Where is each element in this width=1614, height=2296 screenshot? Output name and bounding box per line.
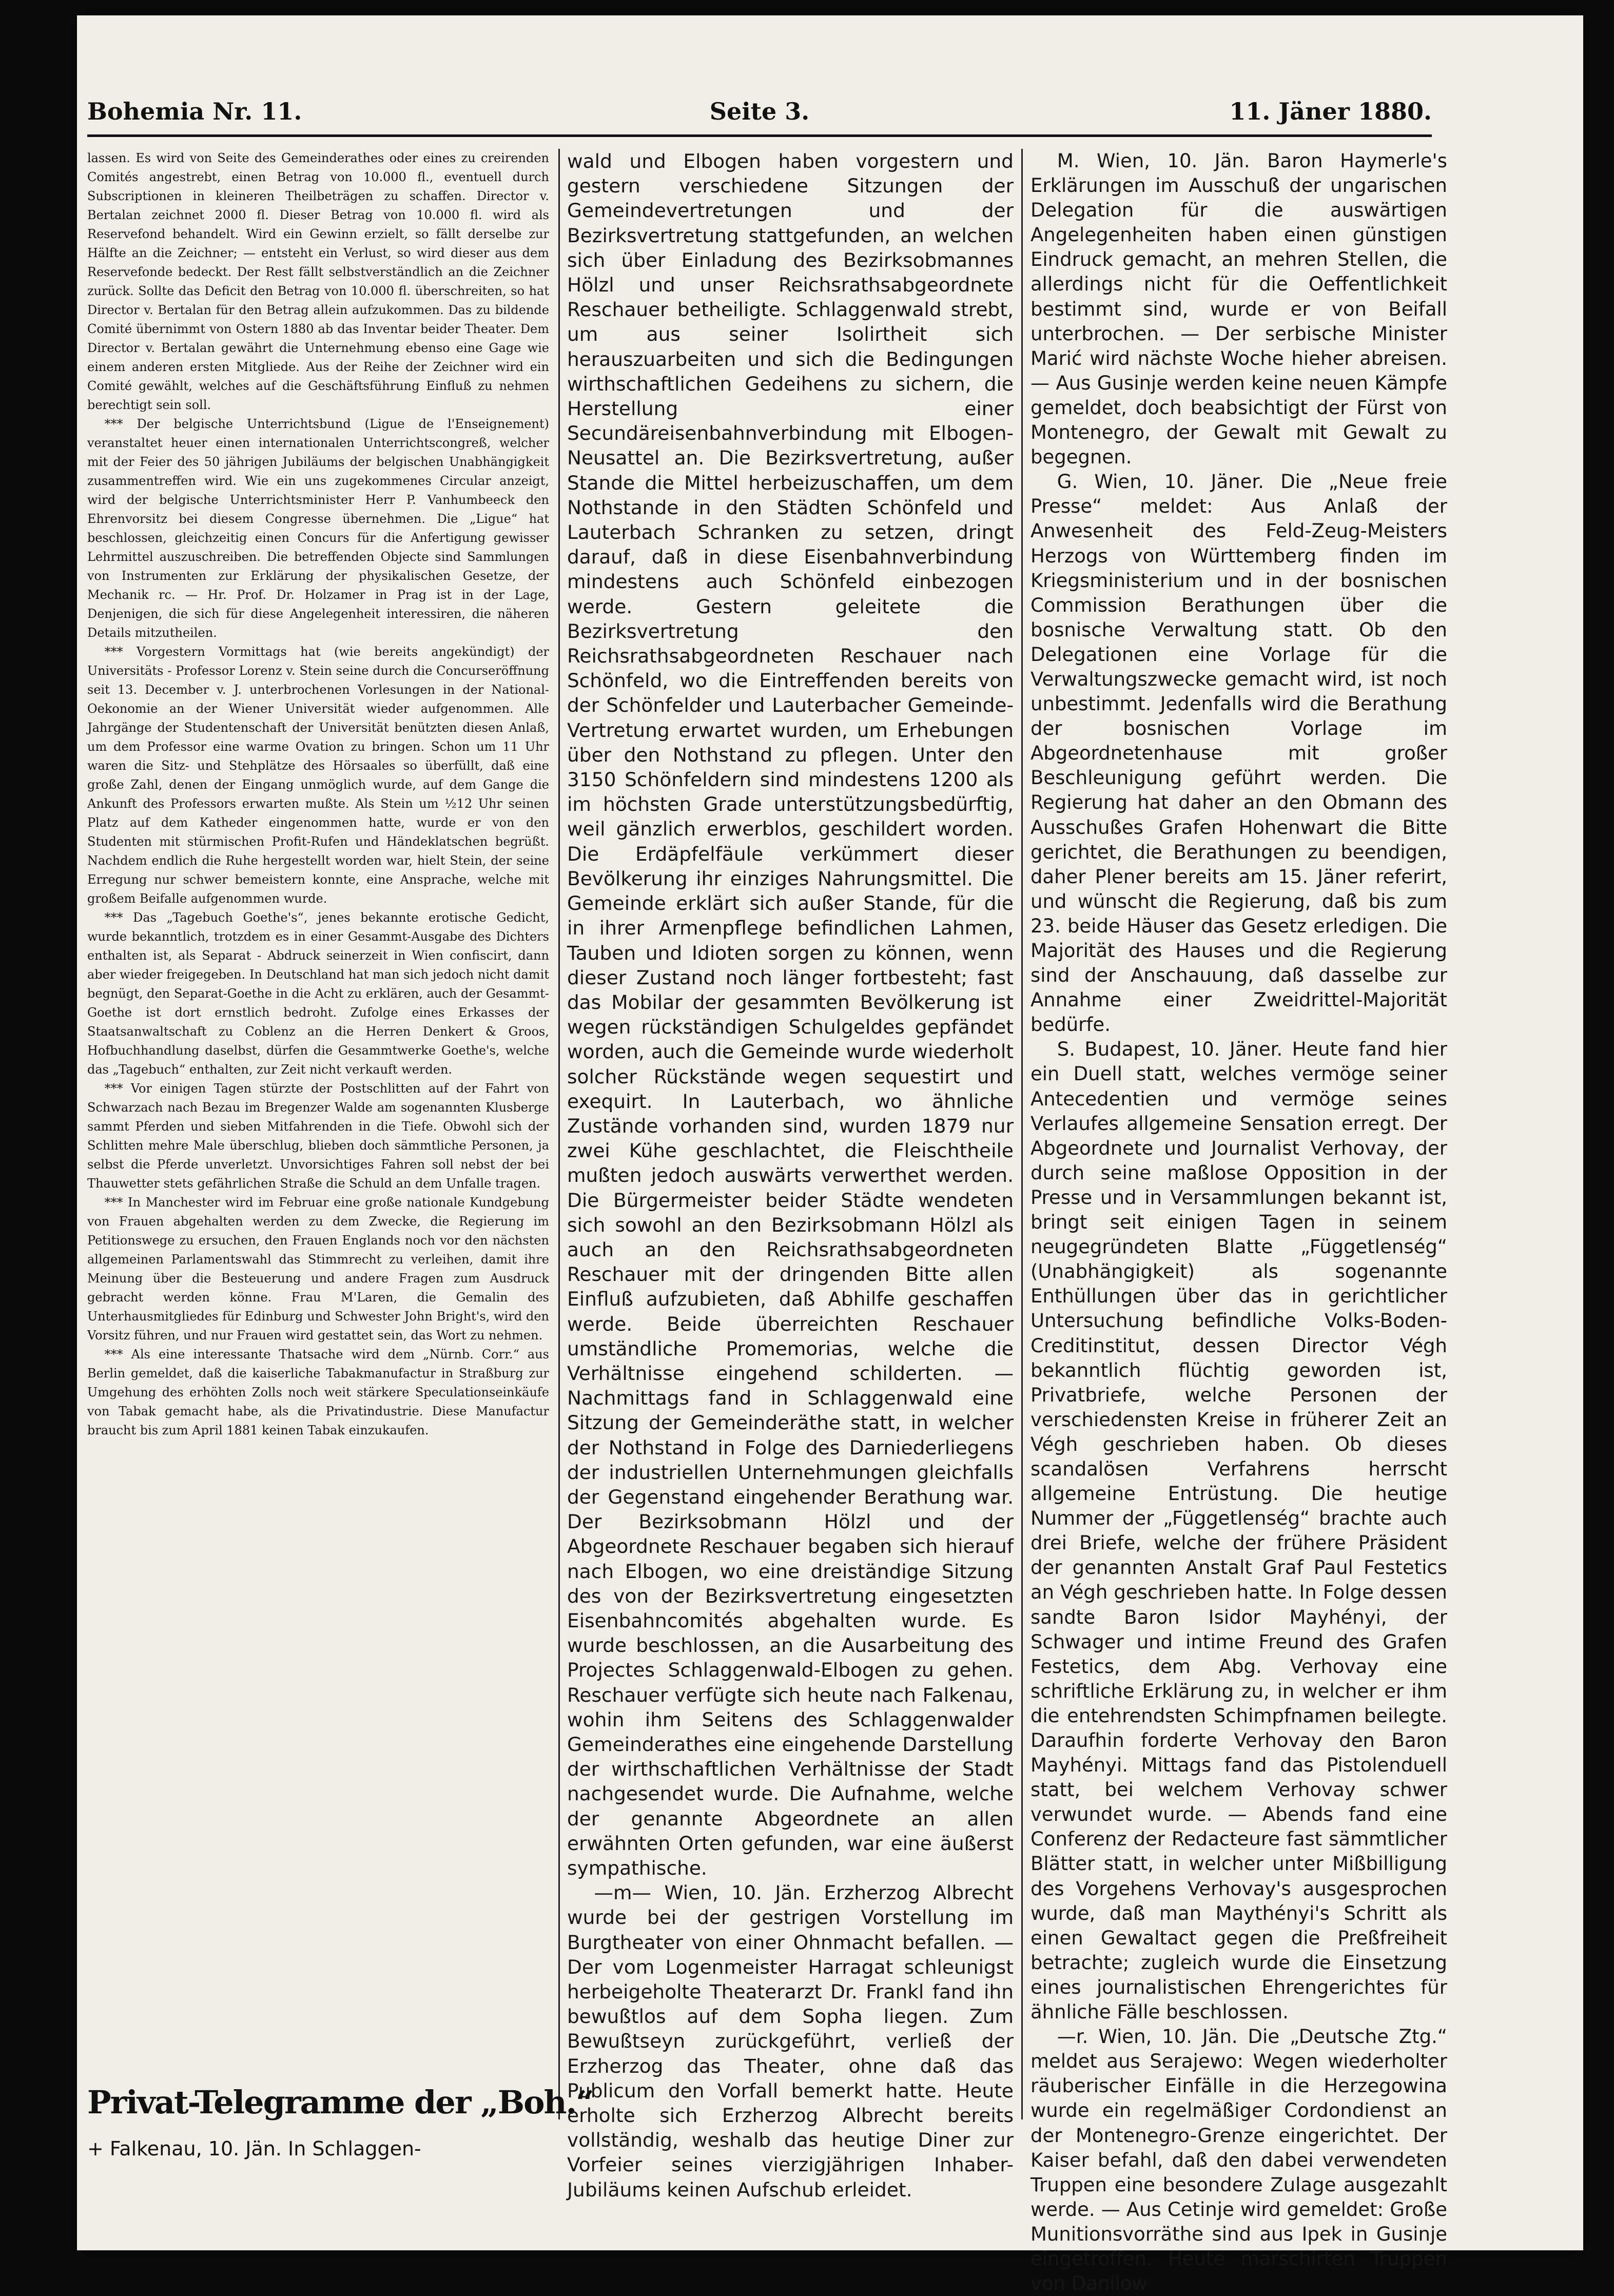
telegram-budapest-duel: S. Budapest, 10. Jäner. Heute fand hier ein Duell statt, welches vermöge seiner Antecedentien und vermöge seines Verlaufes allgemeine Sensation erregt. Der Abgeordnete und Journalist Verhovay, der durch seine maßlose Opposition in der Presse und in Versammlungen bekannt ist, bringt seit einigen Tagen in seinem neugegründeten Blatte „Függetlenség“ (Unabhängigkeit) als sogenannte Enthüllungen über das in gerichtlicher Untersuchung befindliche Volks-Boden-Creditinstitut, dessen Director Végh bekanntlich flüchtig geworden ist, Privatbriefe, welche Personen der verschiedensten Kreise in früherer Zeit an Végh geschrieben haben. Ob dieses scandalösen Verfahrens herrscht allgemeine Entrüstung. Die heutige Nummer der „Függetlenség“ brachte auch drei Briefe, welche der frühere Präsident der genannten Anstalt Graf Paul Festetics an Végh geschrieben hatte. In Folge dessen sandte Baron Isidor Mayhényi, der Schwager und intime Freund des Grafen Festetics, dem Abg. Verhovay eine schriftliche Erklärung zu, in welcher er ihm die entehrendsten Schimpfnamen beilegte. Daraufhin forderte Verhovay den Baron Mayhényi. Mittags fand das Pistolenduell statt, bei welchem Verhovay schwer verwundet wurde. — Abends fand eine Conferenz der Redacteure fast sämmtlicher Blätter statt, in welcher unter Mißbilligung des Vorgehens Verhovay's ausgesprochen wurde, daß man Maythényi's Schritt als einen Gewaltact gegen die Preßfreiheit betrachte; zugleich wurde die Einsetzung eines journalistischen Ehrengerichtes für ähnliche Fälle beschlossen. <box>1030 1038 1447 2023</box>
column-telegrams-1 <box>567 149 1014 2201</box>
article-theater-funding: lassen. Es wird von Seite des Gemeinderathes oder eines zu creirenden Comités angestrebt, einen Betrag von 10.000 fl., eventuell durch Subscriptionen in kleineren Theilbeträgen zu schaffen. Director v. Bertalan zeichnet 2000 fl. Dieser Betrag von 10.000 fl. wird als Reservefond behandelt. Wird ein Gewinn erzielt, so fällt derselbe zur Hälfte an die Zeichner; — entsteht ein Verlust, so wird dieser aus dem Reservefonde bedeckt. Der Rest fällt selbstverständlich an die Zeichner zurück. Sollte das Deficit den Betrag von 10.000 fl. überschreiten, so hat Director v. Bertalan für den Betrag allein aufzukommen. Das zu bildende Comité übernimmt von Ostern 1880 ab das Inventar beider Theater. Dem Director v. Bertalan gewährt die Unternehmung ebenso eine Gage wie einem anderen ersten Mitgliede. Aus der Reihe der Zeichner wird ein Comité gewählt, welches auf die Geschäftsführung Einfluß zu nehmen berechtigt sein soll. <box>87 151 549 412</box>
article-sled-accident: *** Vor einigen Tagen stürzte der Postschlitten auf der Fahrt von Schwarzach nach Bezau im Bregenzer Walde am sogenannten Klusberge sammt Pferden und sieben Mitfahrenden in die Tiefe. Obwohl sich der Schlitten mehre Male überschlug, blieben doch sämmtliche Personen, ja selbst die Pferde unverletzt. Unvorsichtiges Fahren soll nebst der bei Thauwetter stets gefährlichen Straße die Schuld an dem Unfalle tragen. <box>87 1081 549 1191</box>
column-divider <box>558 149 560 2119</box>
masthead-page-number: Seite 3. <box>709 98 810 125</box>
column-local-news <box>87 149 549 2089</box>
article-manchester-women: *** In Manchester wird im Februar eine große nationale Kundgebung von Frauen abgehalten werden zu dem Zwecke, die Regierung im Petitionswege zu ersuchen, den Frauen Englands noch vor den nächsten allgemeinen Parlamentswahl das Stimmrecht zu verleihen, damit ihre Meinung über die Besteuerung und andere Fragen zum Ausdruck gebracht werden könne. Frau M'Laren, die Gemalin des Unterhausmitgliedes für Edinburg und Schwester John Bright's, wird den Vorsitz führen, und nur Frauen wird gestattet sein, das Wort zu nehmen. <box>87 1195 549 1342</box>
telegram-vienna-archduke: —m— Wien, 10. Jän. Erzherzog Albrecht wurde bei der gestrigen Vorstellung im Burgtheater von einer Ohnmacht befallen. — Der vom Logenmeister Harragat schleunigst herbeigeholte Theaterarzt Dr. Frankl fand ihn bewußtlos auf dem Sopha liegen. Zum Bewußtseyn zurückgeführt, verließ der Erzherzog das Theater, ohne daß das Publicum den Vorfall bemerkt hatte. Heute erholte sich Erzherzog Albrecht bereits vollständig, weshalb das heutige Diner zur Vorfeier seines vierzigjährigen Inhaber-Jubiläums keinen Aufschub erleidet. <box>567 1881 1014 2201</box>
telegram-vienna-serajewo: —r. Wien, 10. Jän. Die „Deutsche Ztg.“ meldet aus Serajewo: Wegen wiederholter räuberischer Einfälle in die Herzegowina wurde ein regelmäßiger Cordondienst an der Montenegro-Grenze eingerichtet. Der Kaiser befahl, daß den dabei verwendeten Truppen eine besondere Zulage ausgezahlt werde. — Aus Cetinje wird gemeldet: Große Munitionsvorräthe sind aus Ipek in Gusinje eingetroffen. Heute marschirten Truppen von Danilow <box>1030 2026 1447 2295</box>
masthead-date: 11. Jäner 1880. <box>1229 98 1432 125</box>
column-divider <box>1021 149 1023 2119</box>
telegram-falkenau-body: wald und Elbogen haben vorgestern und gestern verschiedene Sitzungen der Gemeindevertretungen und der Bezirksvertretung stattgefunden, an welchen sich über Einladung des Bezirksobmannes Hölzl und unser Reichsrathsabgeordnete Reschauer betheiligte. Schlaggenwald strebt, um aus seiner Isolirtheit sich herauszuarbeiten und sich die Bedingungen wirthschaftlichen Gedeihens zu sichern, die Herstellung einer Secundäreisenbahnverbindung mit Elbogen-Neusattel an. Die Bezirksvertretung, außer Stande die Mittel herbeizuschaffen, um dem Nothstande in den Städten Schönfeld und Lauterbach Schranken zu setzen, dringt darauf, daß in diese Eisenbahnverbindung mindestens auch Schönfeld einbezogen werde. Gestern geleitete die Bezirksvertretung den Reichsrathsabgeordneten Reschauer nach Schönfeld, wo die Eintreffenden bereits von der Schönfelder und Lauterbacher Gemeinde-Vertretung erwartet wurden, um Erhebungen über den Nothstand zu pflegen. Unter den 3150 Schönfeldern sind mindestens 1200 als im höchsten Grade unterstützungsbedürftig, weil gänzlich erwerblos, geschildert worden. Die Erdäpfelfäule verkümmert dieser Bevölkerung ihr einziges Nahrungsmittel. Die Gemeinde erklärt sich außer Stande, für die in ihrer Armenpflege befindlichen Lahmen, Tauben und Idioten sorgen zu können, wenn dieser Zustand noch länger fortbesteht; fast das Mobilar der gesammten Bevölkerung ist wegen rückständigen Schulgeldes gepfändet worden, auch die Gemeinde wurde wiederholt solcher Rückstände wegen sequestirt und exequirt. In Lauterbach, wo ähnliche Zustände vorhanden sind, wurden 1879 nur zwei Kühe geschlachtet, die Fleischtheile mußten jedoch auswärts verwerthet werden. Die Bürgermeister beider Städte wendeten sich sowohl an den Bezirksobmann Hölzl als auch an den Reichsrathsabgeordneten Reschauer mit der dringenden Bitte allen Einfluß aufzubieten, daß Abhilfe geschaffen werde. Beide überreichten Reschauer umständliche Promemorias, welche die Verhältnisse eingehend schilderten. — Nachmittags fand in Schlaggenwald eine Sitzung der Gemeinderäthe statt, in welcher der Nothstand in Folge des Darniederliegens der industriellen Unternehmungen gleichfalls der Gegenstand eingehender Berathung war. Der Bezirksobmann Hölzl und der Abgeordnete Reschauer begaben sich hierauf nach Elbogen, wo eine dreiständige Sitzung des von der Bezirksvertretung eingesetzten Eisenbahncomités abgehalten wurde. Es wurde beschlossen, an die Ausarbeitung des Projectes Schlaggenwald-Elbogen zu gehen. Reschauer verfügte sich heute nach Falkenau, wohin ihm Seitens des Schlaggenwalder Gemeinderathes eine eingehende Darstellung der wirthschaftlichen Verhältnisse der Stadt nachgesendet wurde. Die Aufnahme, welche der genannte Abgeordnete an allen erwähnten Orten gefunden, war eine äußerst sympathische. <box>567 150 1014 1880</box>
masthead-issue: Bohemia Nr. 11. <box>87 98 302 125</box>
telegram-falkenau-start: + Falkenau, 10. Jän. In Schlaggen- <box>87 2137 421 2160</box>
masthead-rule <box>87 134 1432 137</box>
telegram-vienna-bosnia: G. Wien, 10. Jäner. Die „Neue freie Presse“ meldet: Aus Anlaß der Anwesenheit des Feld-Zeug-Meisters Herzogs von Württemberg finden im Kriegsministerium und in der bosnischen Commission Berathungen über die bosnische Verwaltung statt. Ob den Delegationen eine Vorlage für die Verwaltungszwecke gemacht wird, ist noch unbestimmt. Jedenfalls wird die Berathung der bosnischen Vorlage im Abgeordnetenhause mit großer Beschleunigung geführt werden. Die Regierung hat daher an den Obmann des Ausschußes Grafen Hohenwart die Bitte gerichtet, die Berathungen zu beendigen, daher Plener bereits am 15. Jäner referirt, und wünscht die Regierung, daß bis zum 23. beide Häuser das Gesetz erledigen. Die Majorität des Hauses und die Regierung sind der Anschauung, daß dasselbe zur Annahme einer Zweidrittel-Majorität bedürfe. <box>1030 471 1447 1036</box>
article-belgian-congress: *** Der belgische Unterrichtsbund (Ligue de l'Enseignement) veranstaltet heuer einen internationalen Unterrichtscongreß, welcher mit der Feier des 50 jährigen Jubiläums der belgischen Unabhängigkeit zusammentreffen wird. Wie ein uns zugekommenes Circular anzeigt, wird der belgische Unterrichtsminister Herr P. Vanhumbeeck den Ehrenvorsitz bei diesem Congresse übernehmen. Die „Ligue“ hat beschlossen, gleichzeitig einen Concurs für die Anfertigung gewisser Lehrmittel auszuschreiben. Die betreffenden Objecte sind Sammlungen von Instrumenten zur Erklärung der physikalischen Gesetze, der Mechanik rc. — Hr. Prof. Dr. Holzamer in Prag ist in der Lage, Denjenigen, die sich für diese Angelegenheit interessiren, die näheren Details mitzutheilen. <box>87 417 549 640</box>
column-telegrams-2 <box>1030 149 1447 2295</box>
article-goethe-diary: *** Das „Tagebuch Goethe's“, jenes bekannte erotische Gedicht, wurde bekanntlich, trotzdem es in einer Gesammt-Ausgabe des Dichters enthalten ist, als Separat - Abdruck seinerzeit in Wien confiscirt, dann aber wieder freigegeben. In Deutschland hat man sich jedoch nicht damit begnügt, den Separat-Goethe in die Acht zu erklären, auch der Gesammt-Goethe ist dort ernstlich bedroht. Zufolge eines Erkasses der Staatsanwaltschaft zu Coblenz an die Herren Denkert & Groos, Hofbuchhandlung daselbst, dürfen die Gesammtwerke Goethe's, welche das „Tagebuch“ enthalten, zur Zeit nicht verkauft werden. <box>87 910 549 1077</box>
article-professor-stein: *** Vorgestern Vormittags hat (wie bereits angekündigt) der Universitäts - Professor Lorenz v. Stein seine durch die Concurseröffnung seit 13. December v. J. unterbrochenen Vorlesungen in der National-Oekonomie an der Wiener Universität wieder aufgenommen. Alle Jahrgänge der Studentenschaft der Universität benützten diesen Anlaß, um dem Professor eine warme Ovation zu bringen. Schon um 11 Uhr waren die Sitz- und Stehplätze des Hörsaales so überfüllt, daß eine große Zahl, denen der Eingang unmöglich wurde, auf dem Gange die Ankunft des Professors erwarten mußte. Als Stein um ½12 Uhr seinen Platz auf dem Katheder eingenommen hatte, wurde er von den Studenten mit stürmischen Profit-Rufen und Händeklatschen begrüßt. Nachdem endlich die Ruhe hergestellt worden war, hielt Stein, der seine Erregung nur schwer bemeistern konnte, eine Ansprache, welche mit großem Beifalle aufgenommen wurde. <box>87 645 549 906</box>
telegrams-heading: Privat-Telegramme der „Boh.“ <box>87 2084 593 2121</box>
telegram-vienna-haymerle: M. Wien, 10. Jän. Baron Haymerle's Erklärungen im Ausschuß der ungarischen Delegation für die auswärtigen Angelegenheiten haben einen günstigen Eindruck gemacht, an mehren Stellen, die allerdings nicht für die Oeffentlichkeit bestimmt sind, wurde er von Beifall unterbrochen. — Der serbische Minister Marić wird nächste Woche hieher abreisen. — Aus Gusinje werden keine neuen Kämpfe gemeldet, doch beabsichtigt der Fürst von Montenegro, der Gewalt mit Gewalt zu begegnen. <box>1030 150 1447 469</box>
masthead <box>87 98 1432 133</box>
article-strassburg-tobacco: *** Als eine interessante Thatsache wird dem „Nürnb. Corr.“ aus Berlin gemeldet, daß die kaiserliche Tabakmanufactur in Straßburg zur Umgehung des erhöhten Zolls noch weit stärkere Speculationseinkäufe von Tabak gemacht habe, als die Privatindustrie. Diese Manufactur braucht bis zum April 1881 keinen Tabak einzukaufen. <box>87 1347 549 1437</box>
